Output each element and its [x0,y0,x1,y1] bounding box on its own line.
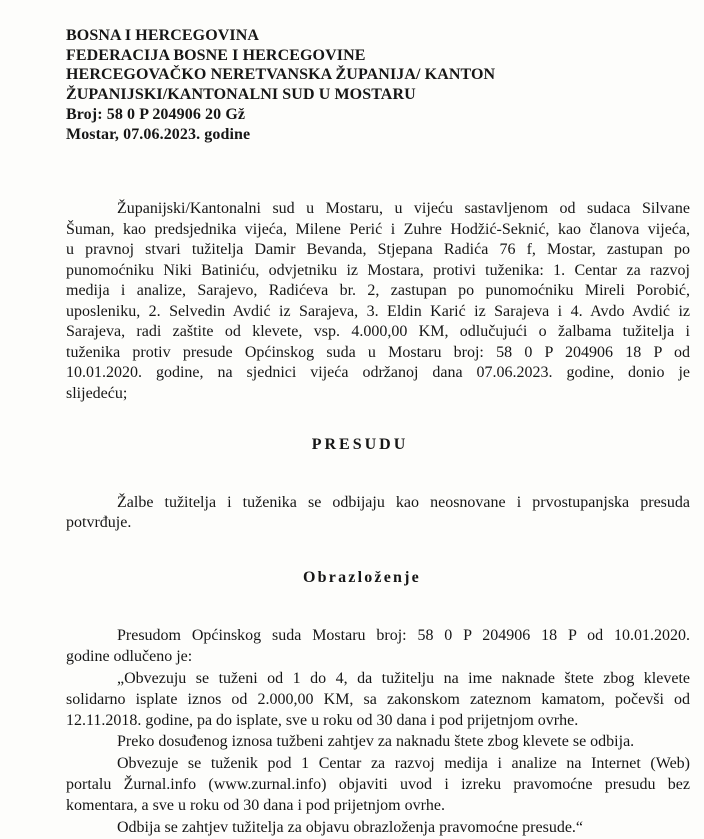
intro-line: tuženika protiv presude Općinskog suda u Mostaru broj: 58 0 P 204906 18 P od [66,343,690,361]
intro-line: 10.01.2020. godine, na sjednici vijeća održanoj dana 07.06.2023. godine, donio je [66,364,690,381]
ruling-line: Žalbe tužitelja i tuženika se odbijaju kao neosnovane i prvostupanjska presuda [117,494,690,511]
header-place-date: Mostar, 07.06.2023. godine [66,125,251,143]
reasoning-line: „Obvezuju se tuženi od 1 do 4, da tužitelju na ime naknade štete zbog klevete [117,669,690,687]
reasoning-line: Obvezuje se tuženik pod 1 Centar za razvoj medija i analize na Internet (Web) [117,754,690,772]
intro-line: medija i analize, Sarajevo, Radićeva br. 2, zastupan po punomoćniku Mireli Porobić, [66,282,690,299]
judgment-title: PRESUDU [311,436,409,453]
intro-line: uposleniku, 2. Selvedin Avdić iz Sarajeva, 3. Eldin Karić iz Sarajeva i 4. Avdo Avdić iz [66,302,690,320]
reasoning-line: 12.11.2018. godine, pa do isplate, sve u roku od 30 dana i pod prijetnjom ovrhe. [66,712,579,730]
intro-paragraph [66,199,690,404]
intro-line: slijedeću; [66,384,128,402]
reasoning-title: Obrazloženje [303,569,421,586]
reasoning-line: godine odlučeno je: [66,648,193,666]
ruling-paragraph [66,493,690,533]
ruling-line: potvrđuje. [66,514,132,531]
reasoning-line: portalu Žurnal.info (www.zurnal.info) objaviti uvod i izreku pravomoćne presudu bez [66,776,690,794]
intro-line: Šuman, kao predsjednika vijeća, Milene Perić i Zuhre Hodžić-Seknić, kao članova vijeća, [66,220,690,238]
header-canton: HERCEGOVAČKO NERETVANSKA ŽUPANIJA/ KANTON [66,66,496,84]
header-court-name: ŽUPANIJSKI/KANTONALNI SUD U MOSTARU [66,86,416,104]
header-country: BOSNA I HERCEGOVINA [66,27,260,44]
intro-line: u pravnoj stvari tužitelja Damir Bevanda, Stjepana Radića 76 f, Mostar, zastupan po [66,241,690,258]
header-federation: FEDERACIJA BOSNE I HERCEGOVINE [66,46,366,64]
reasoning-paragraph [66,626,690,839]
reasoning-line: solidarno isplate iznos od 2.000,00 KM, sa zakonskom zateznom kamatom, počevši od [66,690,690,708]
header-case-number: Broj: 58 0 P 204906 20 Gž [66,105,246,123]
reasoning-line: Preko dosuđenog iznosa tužbeni zahtjev za naknadu štete zbog klevete se odbija. [117,733,635,751]
intro-line: Sarajeva, radi zaštite od klevete, vsp. 4.000,00 KM, odlučujući o žalbama tužitelja i [66,323,690,340]
intro-line: punomoćniku Niki Batiniću, odvjetniku iz Mostara, protivi tuženika: 1. Centar za razvoj [66,261,690,279]
reasoning-line: Odbija se zahtjev tužitelja za objavu obrazloženja pravomoćne presude.“ [117,818,584,836]
intro-line: Županijski/Kantonalni sud u Mostaru, u vijeću sastavljenom od sudaca Silvane [117,200,690,217]
reasoning-line: Presudom Općinskog suda Mostaru broj: 58 0 P 204906 18 P od 10.01.2020. [117,627,690,644]
court-header [66,26,495,144]
reasoning-line: komentara, a sve u roku od 30 dana i pod prijetnjom ovrhe. [66,797,446,815]
